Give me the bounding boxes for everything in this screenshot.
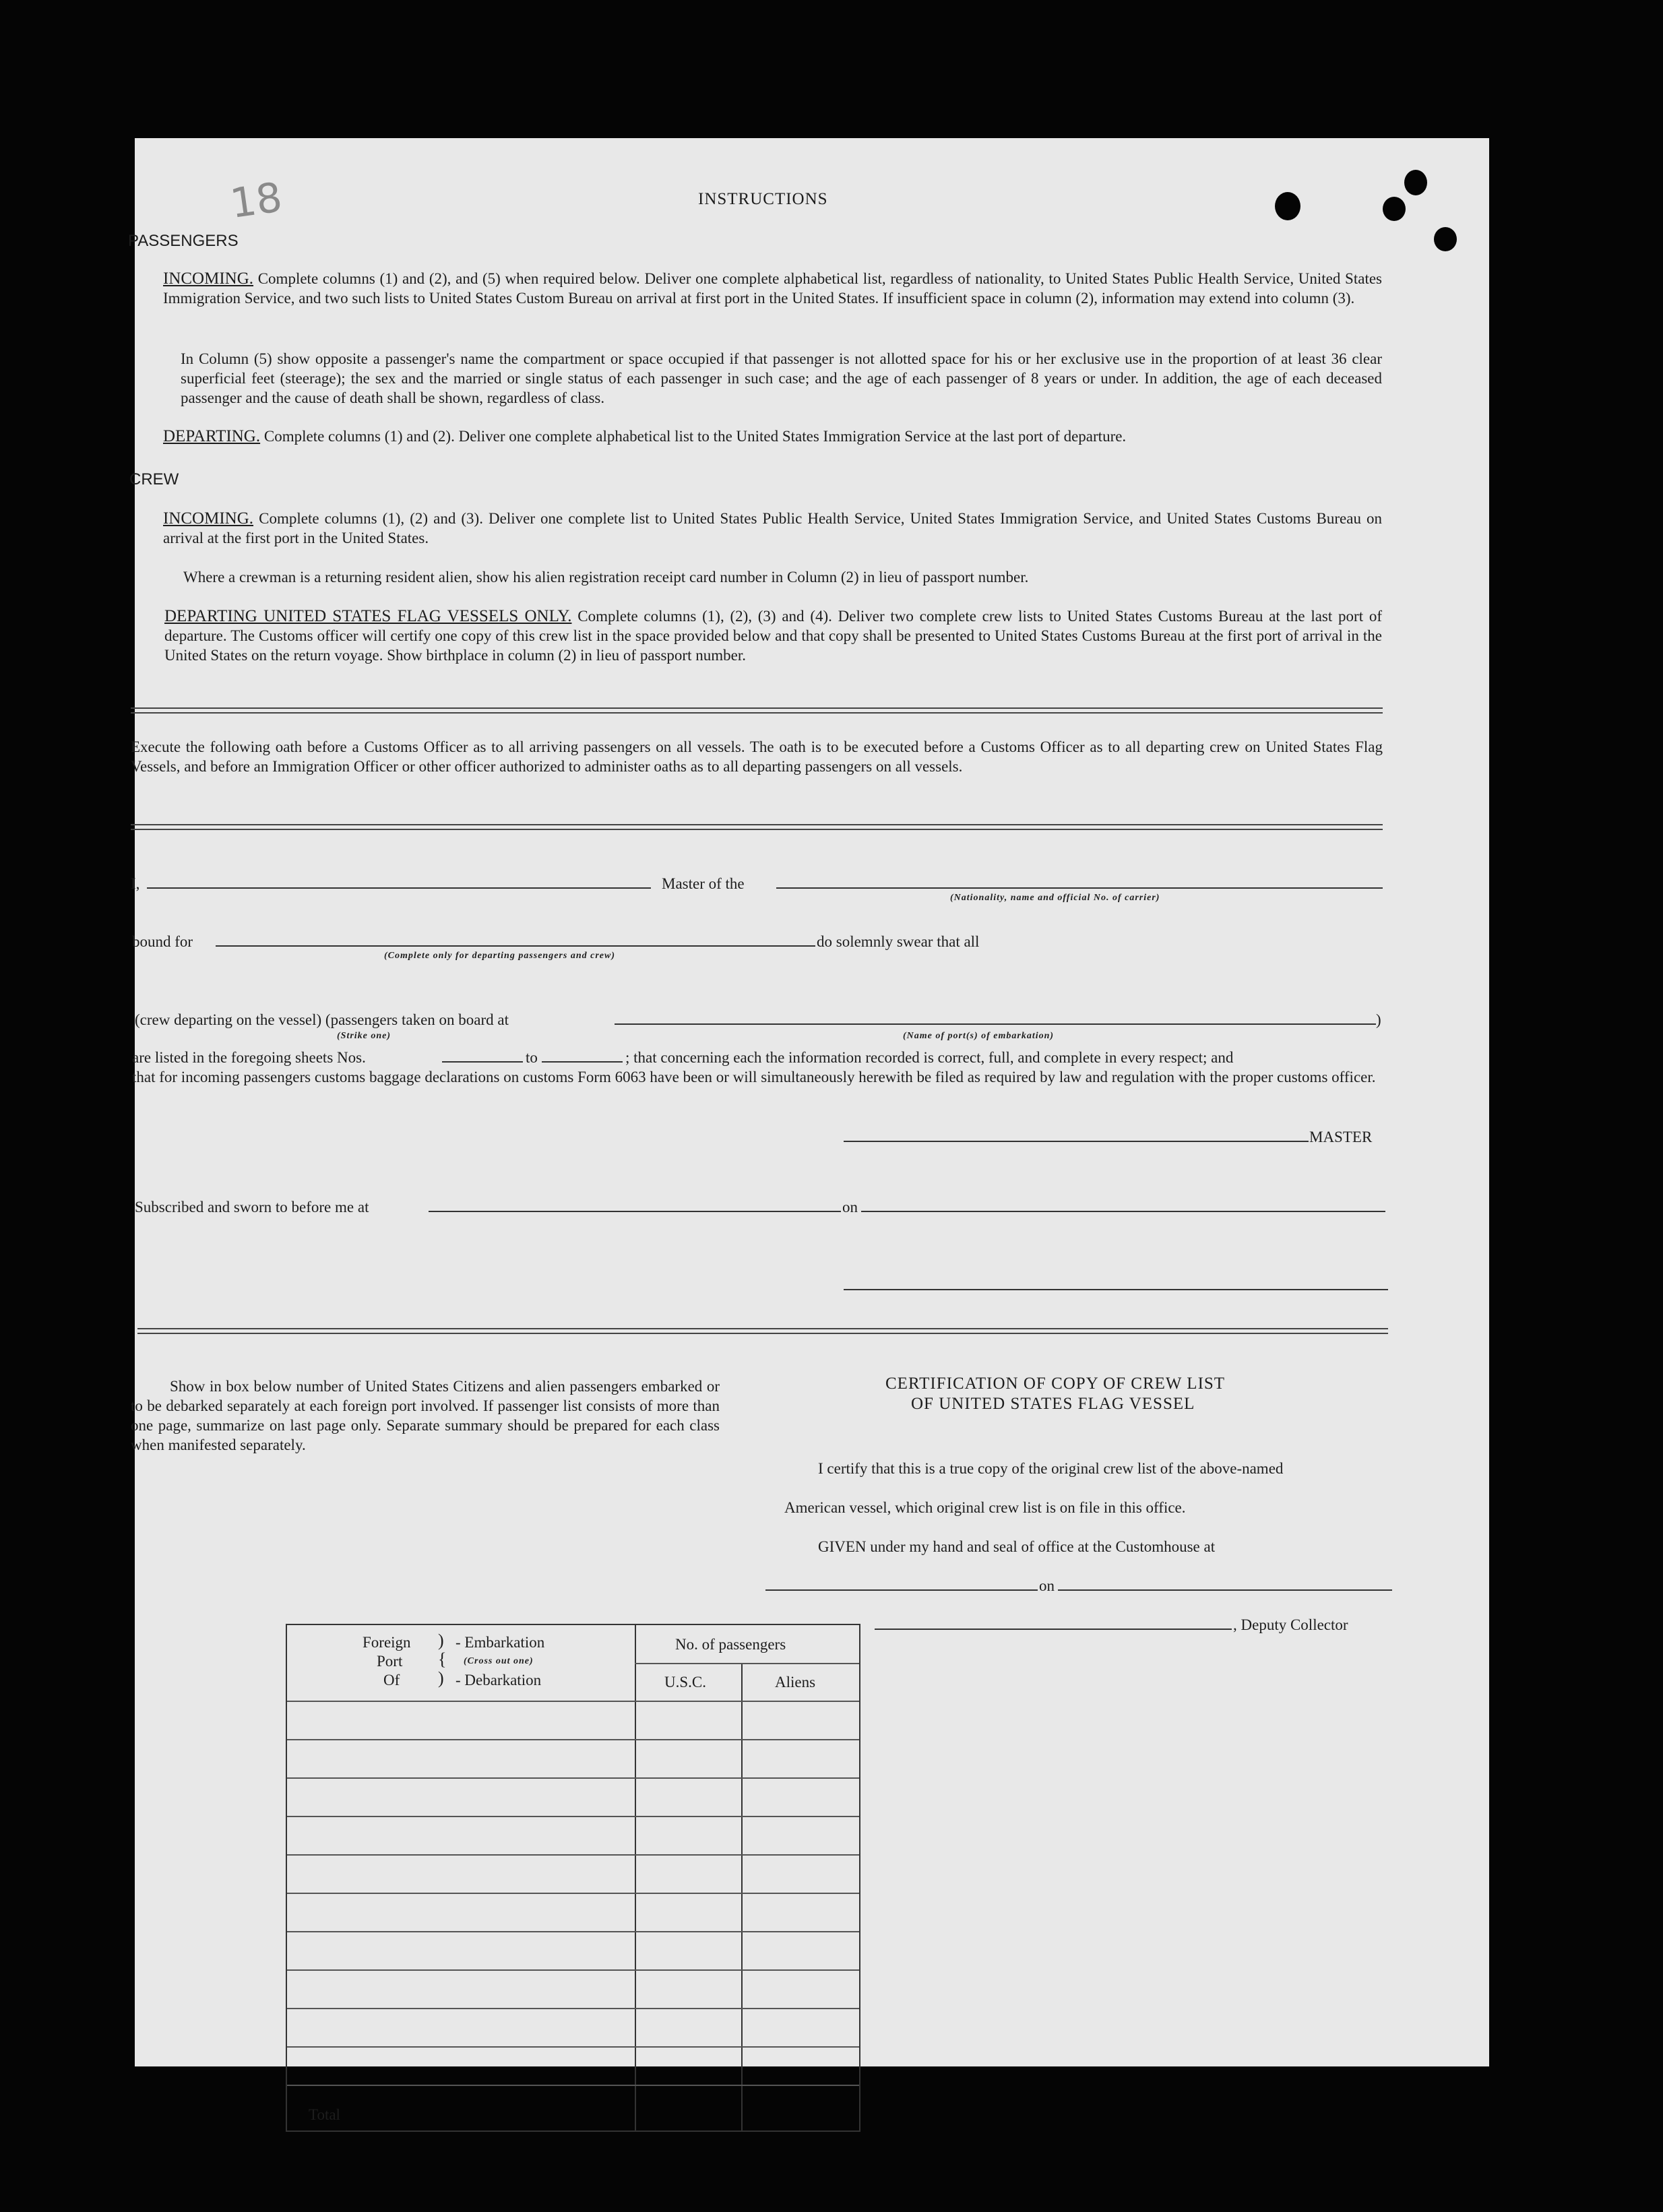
header-aliens: Aliens bbox=[775, 1674, 816, 1690]
summary-instructions: Show in box below number of United States Citizens and alien passengers embarked or to be debarked separately at each foreign port involved. If passenger list consists of more than one page, summarize on last page only. Separate summary should be prepared for each class when manifested separately. bbox=[131, 1378, 720, 1453]
table-row-rule bbox=[287, 1816, 859, 1817]
subscribed-text: Subscribed and sworn to before me at bbox=[135, 1199, 369, 1215]
certification-line-1: I certify that this is a true copy of the original crew list of the above-named bbox=[818, 1460, 1284, 1477]
double-rule bbox=[131, 707, 1383, 714]
double-rule bbox=[137, 1328, 1388, 1334]
table-row-rule bbox=[287, 2008, 859, 2009]
certification-on-label: on bbox=[1039, 1577, 1055, 1594]
header-usc: U.S.C. bbox=[664, 1674, 706, 1690]
swear-text: do solemnly swear that all bbox=[817, 933, 980, 950]
bound-for-field[interactable] bbox=[216, 945, 815, 947]
crew-incoming-paragraph bbox=[163, 509, 1382, 548]
table-row-rule bbox=[287, 1854, 859, 1856]
passengers-departing-text: Complete columns (1) and (2). Deliver one complete alphabetical list to the United States Immigration Service at the last port of departure. bbox=[263, 428, 1127, 445]
double-rule bbox=[131, 824, 1383, 830]
brace-glyph: { bbox=[438, 1649, 447, 1669]
table-row-rule bbox=[287, 1969, 859, 1971]
table-header-rule bbox=[287, 1701, 859, 1702]
table-divider bbox=[635, 1663, 859, 1664]
brace-glyph: ) bbox=[438, 1668, 444, 1688]
bound-caption: (Complete only for departing passengers and crew) bbox=[384, 951, 615, 961]
master-of-label: Master of the bbox=[662, 875, 745, 892]
crew-incoming-label: INCOMING. bbox=[163, 509, 254, 528]
certification-line-3: GIVEN under my hand and seal of office at the Customhouse at bbox=[818, 1538, 1216, 1555]
sheet-from-field[interactable] bbox=[442, 1061, 523, 1063]
oath-instructions: Execute the following oath before a Customs Officer as to all arriving passengers on all vessels. The oath is to be executed before a Customs Officer as to all departing crew on United States Flag Vessels, and before an Immigration Officer or other officer authorized to administer oaths as to all departing passengers on all vessels. bbox=[131, 738, 1383, 775]
passenger-summary-table bbox=[286, 1624, 860, 2132]
header-debarkation: - Debarkation bbox=[456, 1672, 542, 1688]
table-row-rule bbox=[287, 1931, 859, 1932]
header-embarkation: - Embarkation bbox=[456, 1634, 545, 1651]
header-foreign: Foreign bbox=[363, 1634, 411, 1651]
listed-prefix: are listed in the foregoing sheets Nos. bbox=[132, 1049, 366, 1066]
passengers-column5-paragraph: In Column (5) show opposite a passenger's name the compartment or space occupied if that passenger is not allotted space for his or her exclusive use in the proportion of at least 36 clear superficial feet (steerage); the sex and the married or single status of each passenger in such case; and the age of each passenger of 8 years or under. In addition, the age of each deceased passenger and the cause of death shall be shown, regardless of class. bbox=[181, 350, 1382, 406]
listed-to: to bbox=[526, 1049, 538, 1066]
passengers-incoming-paragraph bbox=[163, 269, 1382, 308]
master-label: MASTER bbox=[1309, 1129, 1373, 1145]
listed-rest: that for incoming passengers customs baggage declarations on customs Form 6063 have been or will simultaneously herewith be filed as required by law and regulation with the proper customs officer. bbox=[132, 1069, 1376, 1085]
crew-incoming-text: Complete columns (1), (2) and (3). Deliver one complete list to United States Public Health Service, United States Immigration Service, and United States Customs Bureau on arrival at the first port in the United States. bbox=[163, 510, 1383, 546]
passengers-incoming-label: INCOMING. bbox=[163, 270, 254, 288]
ports-caption: (Name of port(s) of embarkation) bbox=[903, 1031, 1055, 1041]
document-page bbox=[128, 138, 1489, 2123]
listed-suffix: ; that concerning each the information recorded is correct, full, and complete in every respect; and bbox=[625, 1049, 1234, 1066]
brace-glyph: ) bbox=[438, 1631, 444, 1650]
table-row-rule bbox=[287, 1777, 859, 1779]
punch-hole bbox=[1383, 197, 1406, 221]
crew-departing-label: DEPARTING UNITED STATES FLAG VESSELS ONLY. bbox=[164, 607, 572, 625]
sworn-on-label: on bbox=[842, 1199, 858, 1215]
crew-resident-paragraph: Where a crewman is a returning resident alien, show his alien registration receipt card number in Column (2) in lieu of passport number. bbox=[183, 569, 1029, 586]
crew-departing-text: (crew departing on the vessel) (passengers taken on board at bbox=[135, 1011, 509, 1028]
passengers-departing-paragraph bbox=[163, 426, 1382, 446]
crew-departing-text: Complete columns (1), (2), (3) and (4). Deliver two complete crew lists to United States Customs Bureau at the last port of departure. The Customs officer will certify one copy of this crew list in the space provided below and that copy shall be presented to United States Customs Bureau at the first port of arrival in the United States on the return voyage. Show birthplace in column (2) in lieu of passport number. bbox=[164, 608, 1382, 664]
punch-hole bbox=[1434, 227, 1457, 251]
table-row-rule bbox=[287, 2046, 859, 2048]
table-row-rule bbox=[287, 1739, 859, 1740]
master-name-field[interactable] bbox=[147, 887, 651, 889]
page-title: INSTRUCTIONS bbox=[698, 190, 828, 208]
carrier-caption: (Nationality, name and official No. of carrier) bbox=[950, 893, 1160, 903]
sworn-place-field[interactable] bbox=[429, 1211, 841, 1212]
crew-departing-paragraph bbox=[164, 606, 1382, 665]
sworn-date-field[interactable] bbox=[861, 1211, 1385, 1212]
passengers-incoming-text: Complete columns (1) and (2), and (5) when required below. Deliver one complete alphabetical list, regardless of nationality, to United States Public Health Service, United States Immigration Service, and two such lists to United States Custom Bureau on arrival at first port in the United States. If insufficient space in column (2), information may extend into column (3). bbox=[163, 270, 1382, 307]
total-label: Total bbox=[309, 2106, 340, 2123]
certification-title-2: OF UNITED STATES FLAG VESSEL bbox=[911, 1395, 1195, 1413]
strike-caption: (Strike one) bbox=[337, 1031, 391, 1041]
master-signature-field[interactable] bbox=[844, 1141, 1309, 1142]
section-crew: CREW bbox=[129, 470, 179, 488]
bound-for-label: bound for bbox=[132, 933, 193, 950]
deputy-signature-field[interactable] bbox=[875, 1629, 1232, 1630]
header-cross-out: (Cross out one) bbox=[464, 1656, 534, 1666]
certification-line-2: American vessel, which original crew list is on file in this office. bbox=[784, 1499, 1186, 1516]
punch-hole bbox=[1404, 170, 1427, 195]
header-of: Of bbox=[383, 1672, 400, 1688]
table-row-rule bbox=[287, 1893, 859, 1894]
table-row-rule bbox=[287, 2085, 859, 2086]
oath-i-label: I, bbox=[131, 875, 140, 892]
certification-date-field[interactable] bbox=[1058, 1589, 1392, 1591]
customhouse-field[interactable] bbox=[765, 1589, 1038, 1591]
deputy-collector-label: , Deputy Collector bbox=[1233, 1616, 1348, 1633]
pencil-margin-mark: 18 bbox=[227, 174, 285, 228]
close-paren: ) bbox=[1376, 1011, 1381, 1028]
header-port: Port bbox=[377, 1653, 403, 1670]
section-passengers: PASSENGERS bbox=[128, 232, 239, 250]
table-divider bbox=[741, 1664, 743, 2130]
sheet-to-field[interactable] bbox=[542, 1061, 623, 1063]
officer-signature-field[interactable] bbox=[844, 1289, 1388, 1290]
carrier-field[interactable] bbox=[776, 887, 1383, 889]
header-no-passengers: No. of passengers bbox=[675, 1636, 786, 1653]
certification-title-1: CERTIFICATION OF COPY OF CREW LIST bbox=[885, 1374, 1226, 1393]
punch-hole bbox=[1275, 192, 1300, 220]
passengers-departing-label: DEPARTING. bbox=[163, 427, 261, 445]
embarkation-ports-field[interactable] bbox=[615, 1023, 1376, 1025]
